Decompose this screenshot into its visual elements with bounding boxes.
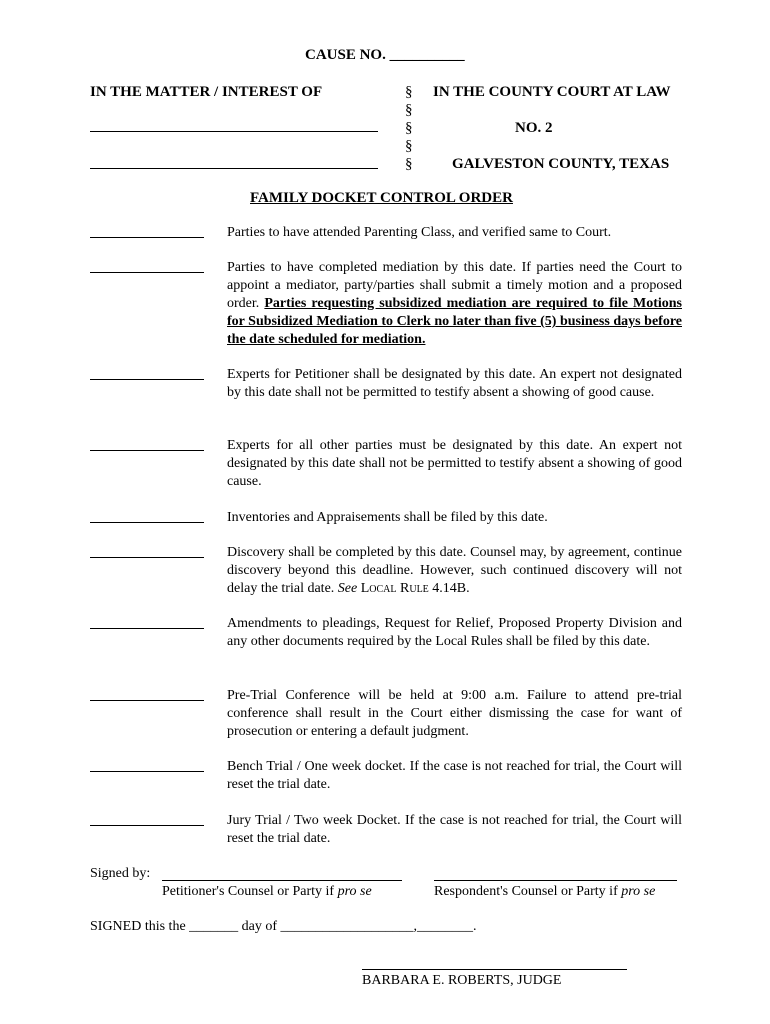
entry-text: Parties to have attended Parenting Class, and verified same to Court.: [227, 225, 612, 240]
date-blank[interactable]: [90, 522, 204, 523]
respondent-signature-line[interactable]: [434, 880, 677, 881]
cause-number-blank[interactable]: __________: [389, 47, 465, 63]
date-blank[interactable]: [90, 237, 204, 238]
date-blank[interactable]: [90, 272, 204, 273]
date-blank[interactable]: [90, 825, 204, 826]
date-blank[interactable]: [90, 450, 204, 451]
entry-text: Inventories and Appraisements shall be filed by this date.: [227, 510, 548, 525]
judge-signature-line[interactable]: [362, 969, 627, 970]
section-symbol: §: [405, 138, 413, 154]
see-italic: See: [337, 581, 358, 596]
docket-entry: [90, 437, 682, 497]
entry-text-plain: Parties to have completed mediation by this date. If parties need the Court to appoint a mediator, party/parties shall submit a timely motion and a proposed order.: [227, 260, 682, 311]
pro-se-italic: pro se: [621, 884, 656, 899]
docket-entry: [90, 758, 682, 818]
section-symbol: §: [405, 120, 413, 136]
signed-this-line[interactable]: SIGNED this the _______ day of ___________________,________.: [90, 919, 477, 934]
judge-name: BARBARA E. ROBERTS, JUDGE: [362, 973, 562, 988]
court-number: NO. 2: [515, 120, 553, 136]
pro-se-italic: pro se: [337, 884, 372, 899]
petitioner-signature-line[interactable]: [162, 880, 402, 881]
document-title: FAMILY DOCKET CONTROL ORDER: [250, 190, 513, 206]
entry-text: Pre-Trial Conference will be held at 9:00 a.m. Failure to attend pre-trial conference shall result in the Court either dismissing the case for want of prosecution or entering a default judgment.: [227, 688, 682, 739]
cause-number-line: [305, 47, 465, 64]
entry-text: Jury Trial / Two week Docket. If the case is not reached for trial, the Court will reset the trial date.: [227, 813, 682, 846]
local-rule-number: 4.14B.: [428, 581, 470, 596]
respondent-caption: [434, 884, 655, 900]
docket-entry: [90, 687, 682, 747]
docket-entry: [90, 544, 682, 604]
date-blank[interactable]: [90, 771, 204, 772]
section-symbol: §: [405, 102, 413, 118]
section-symbol: §: [405, 84, 413, 100]
party-name-line-1[interactable]: [90, 131, 378, 132]
cause-number-label: CAUSE NO.: [305, 47, 386, 63]
petitioner-caption-text: Petitioner's Counsel or Party if: [162, 884, 338, 899]
matter-label: IN THE MATTER / INTEREST OF: [90, 84, 323, 100]
entry-text: Experts for Petitioner shall be designated by this date. An expert not designated by this date shall not be permitted to testify absent a showing of good cause.: [227, 367, 682, 400]
party-name-line-2[interactable]: [90, 168, 378, 169]
local-rule-label: Local Rule: [360, 581, 429, 596]
date-blank[interactable]: [90, 700, 204, 701]
entry-text: Experts for all other parties must be designated by this date. An expert not designated by this date shall not be permitted to testify absent a showing of good cause.: [227, 438, 682, 489]
entry-text: Amendments to pleadings, Request for Relief, Proposed Property Division and any other documents required by the Local Rules shall be filed by this date.: [227, 616, 682, 649]
entry-text: Bench Trial / One week docket. If the case is not reached for trial, the Court will reset the trial date.: [227, 759, 682, 792]
court-county: GALVESTON COUNTY, TEXAS: [452, 156, 670, 172]
date-blank[interactable]: [90, 557, 204, 558]
docket-entry: [90, 259, 682, 347]
date-blank[interactable]: [90, 628, 204, 629]
date-blank[interactable]: [90, 379, 204, 380]
section-symbol: §: [405, 156, 413, 172]
docket-entry: [90, 615, 682, 675]
docket-entry: [90, 812, 682, 872]
respondent-caption-text: Respondent's Counsel or Party if: [434, 884, 622, 899]
subsidized-mediation-notice: Parties requesting subsidized mediation are required to file Motions for Subsidized Mediation to Clerk no later than five (5) business days before the date scheduled for mediation.: [227, 296, 682, 347]
entry-text: [227, 544, 682, 598]
petitioner-caption: [162, 884, 372, 900]
court-name: IN THE COUNTY COURT AT LAW: [433, 84, 671, 100]
docket-entry: [90, 366, 682, 426]
entry-text: [227, 259, 682, 349]
entry-text-plain: Discovery shall be completed by this date. Counsel may, by agreement, continue discovery beyond this deadline. However, such continued discovery will not delay the trial date.: [227, 545, 682, 596]
signed-by-label: Signed by:: [90, 866, 151, 881]
